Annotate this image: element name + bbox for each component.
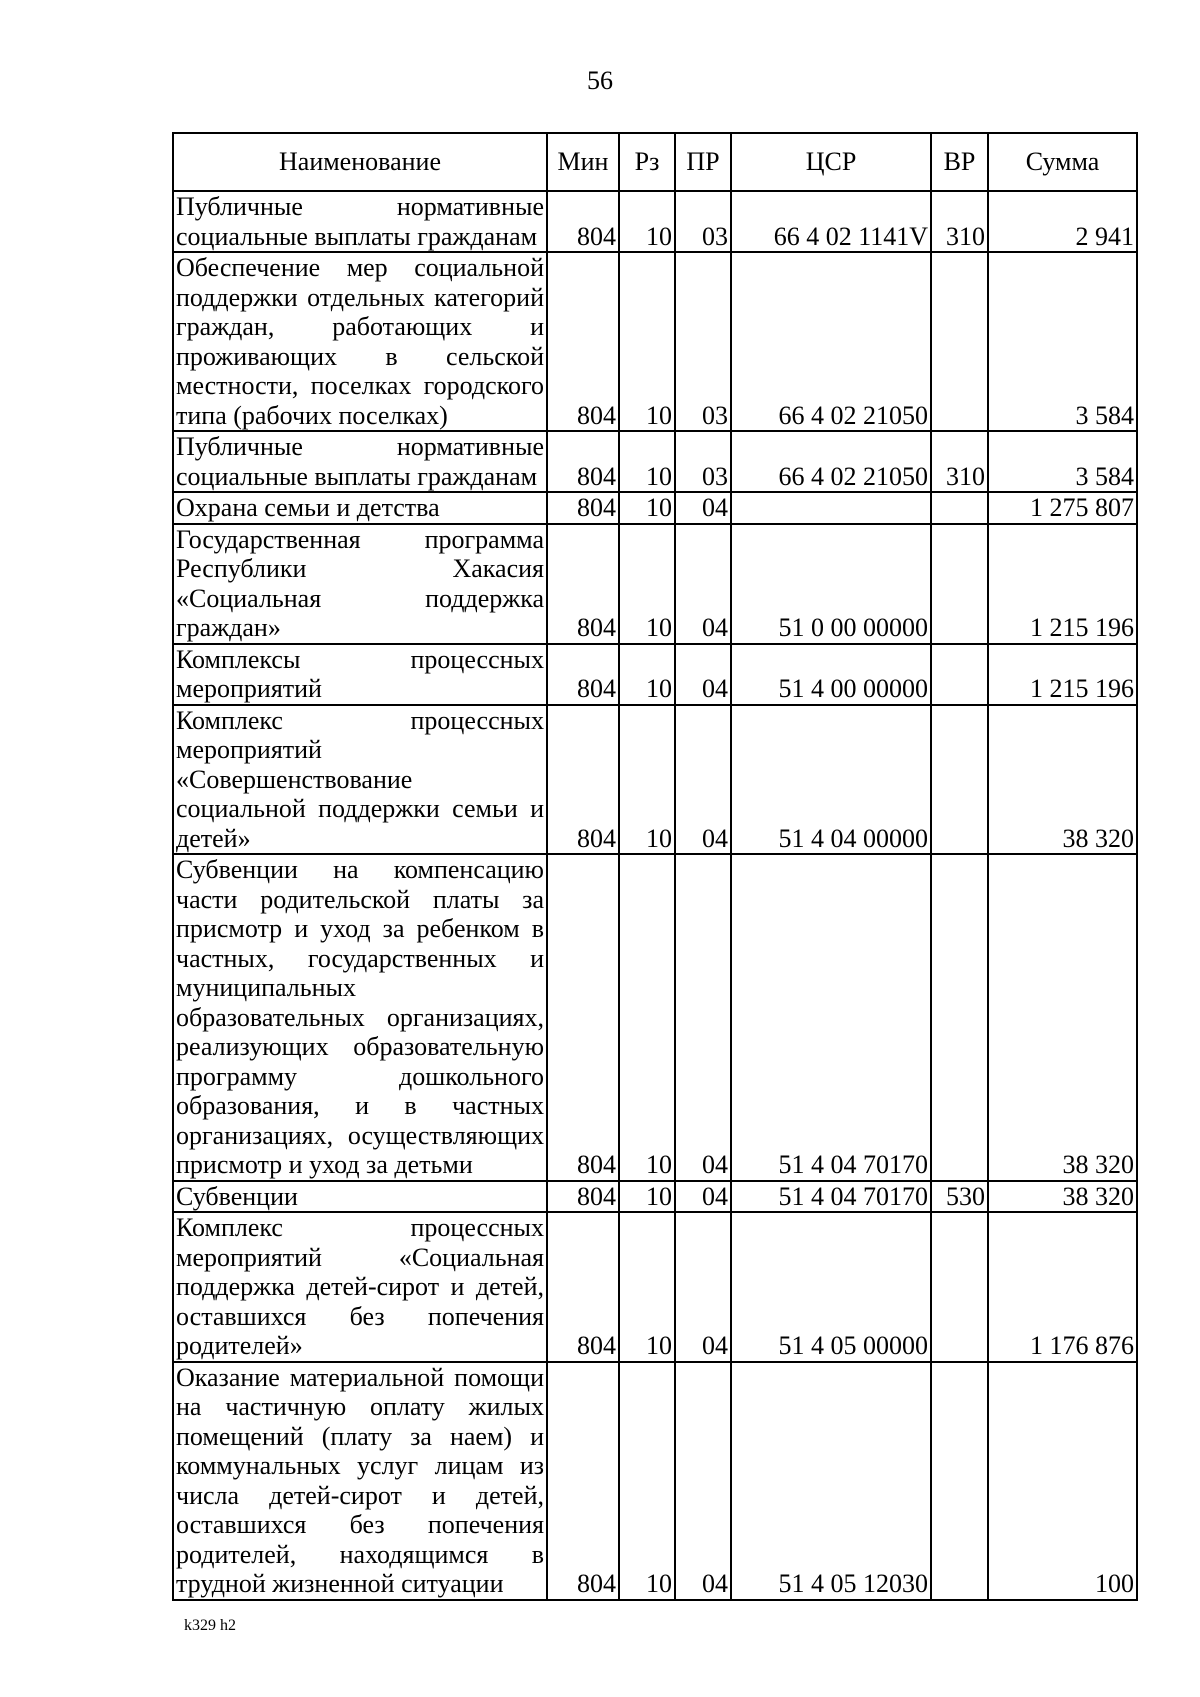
cell-sum: 1 215 196 <box>988 644 1137 705</box>
table-row <box>173 644 1137 705</box>
table-row <box>173 191 1137 252</box>
cell-rz: 10 <box>619 524 675 644</box>
cell-pr: 04 <box>675 705 731 855</box>
cell-rz: 10 <box>619 1181 675 1213</box>
cell-rz: 10 <box>619 644 675 705</box>
table-row <box>173 492 1137 524</box>
cell-vr <box>931 1362 988 1600</box>
cell-csr: 66 4 02 1141V <box>731 191 931 252</box>
cell-sum: 2 941 <box>988 191 1137 252</box>
cell-vr: 310 <box>931 191 988 252</box>
cell-pr: 03 <box>675 431 731 492</box>
cell-vr <box>931 705 988 855</box>
cell-name: Субвенции на компенсацию части родительской платы за присмотр и уход за ребенком в частных, государственных и муниципальных образовательных организациях, реализующих образовательную программу дошкольного образования, и в частных организациях, осуществляющих присмотр и уход за детьми <box>173 854 547 1181</box>
cell-min: 804 <box>547 252 619 431</box>
cell-csr: 66 4 02 21050 <box>731 431 931 492</box>
cell-csr: 51 4 04 70170 <box>731 854 931 1181</box>
cell-vr <box>931 524 988 644</box>
cell-csr: 66 4 02 21050 <box>731 252 931 431</box>
table-row <box>173 705 1137 855</box>
cell-sum: 1 275 807 <box>988 492 1137 524</box>
cell-min: 804 <box>547 492 619 524</box>
footer-code: k329 h2 <box>184 1617 236 1634</box>
cell-vr: 310 <box>931 431 988 492</box>
cell-pr: 04 <box>675 1362 731 1600</box>
cell-csr: 51 4 05 12030 <box>731 1362 931 1600</box>
cell-min: 804 <box>547 854 619 1181</box>
cell-name: Обеспечение мер социальной поддержки отдельных категорий граждан, работающих и проживающих в сельской местности, поселках городского типа (рабочих поселках) <box>173 252 547 431</box>
page-number: 56 <box>587 66 613 95</box>
cell-rz: 10 <box>619 492 675 524</box>
cell-pr: 04 <box>675 492 731 524</box>
cell-name: Государственная программа Республики Хакасия «Социальная поддержка граждан» <box>173 524 547 644</box>
cell-name: Публичные нормативные социальные выплаты гражданам <box>173 191 547 252</box>
cell-sum: 38 320 <box>988 854 1137 1181</box>
cell-csr: 51 4 04 70170 <box>731 1181 931 1213</box>
cell-csr: 51 4 05 00000 <box>731 1212 931 1362</box>
cell-min: 804 <box>547 644 619 705</box>
cell-name: Комплекс процессных мероприятий «Социальная поддержка детей-сирот и детей, оставшихся без попечения родителей» <box>173 1212 547 1362</box>
table-row <box>173 1212 1137 1362</box>
table-row <box>173 431 1137 492</box>
cell-sum: 3 584 <box>988 431 1137 492</box>
cell-name: Охрана семьи и детства <box>173 492 547 524</box>
cell-pr: 04 <box>675 854 731 1181</box>
header-csr: ЦСР <box>731 133 931 191</box>
table-header-row <box>173 133 1137 191</box>
cell-name: Комплекс процессных мероприятий «Совершенствование социальной поддержки семьи и детей» <box>173 705 547 855</box>
cell-pr: 04 <box>675 524 731 644</box>
cell-sum: 38 320 <box>988 705 1137 855</box>
cell-name: Субвенции <box>173 1181 547 1213</box>
cell-pr: 04 <box>675 1181 731 1213</box>
header-sum: Сумма <box>988 133 1137 191</box>
cell-rz: 10 <box>619 431 675 492</box>
header-pr: ПР <box>675 133 731 191</box>
cell-csr <box>731 492 931 524</box>
cell-csr: 51 4 04 00000 <box>731 705 931 855</box>
cell-min: 804 <box>547 524 619 644</box>
header-min: Мин <box>547 133 619 191</box>
table-body <box>173 191 1137 1600</box>
cell-vr <box>931 854 988 1181</box>
cell-rz: 10 <box>619 191 675 252</box>
budget-table <box>172 132 1138 1601</box>
cell-name: Комплексы процессных мероприятий <box>173 644 547 705</box>
cell-pr: 04 <box>675 644 731 705</box>
cell-rz: 10 <box>619 854 675 1181</box>
cell-csr: 51 0 00 00000 <box>731 524 931 644</box>
cell-vr <box>931 252 988 431</box>
table-row <box>173 854 1137 1181</box>
table-row <box>173 252 1137 431</box>
cell-vr <box>931 644 988 705</box>
header-name: Наименование <box>173 133 547 191</box>
cell-min: 804 <box>547 431 619 492</box>
cell-rz: 10 <box>619 705 675 855</box>
header-rz: Рз <box>619 133 675 191</box>
cell-min: 804 <box>547 1212 619 1362</box>
cell-sum: 3 584 <box>988 252 1137 431</box>
cell-rz: 10 <box>619 1212 675 1362</box>
cell-min: 804 <box>547 1362 619 1600</box>
cell-min: 804 <box>547 191 619 252</box>
cell-min: 804 <box>547 705 619 855</box>
cell-vr: 530 <box>931 1181 988 1213</box>
table-row <box>173 1362 1137 1600</box>
header-vr: ВР <box>931 133 988 191</box>
cell-csr: 51 4 00 00000 <box>731 644 931 705</box>
cell-sum: 1 176 876 <box>988 1212 1137 1362</box>
cell-vr <box>931 492 988 524</box>
table-row <box>173 1181 1137 1213</box>
cell-sum: 1 215 196 <box>988 524 1137 644</box>
cell-rz: 10 <box>619 1362 675 1600</box>
cell-sum: 38 320 <box>988 1181 1137 1213</box>
cell-name: Оказание материальной помощи на частичную оплату жилых помещений (плату за наем) и коммунальных услуг лицам из числа детей-сирот и детей, оставшихся без попечения родителей, находящимся в трудной жизненной ситуации <box>173 1362 547 1600</box>
cell-vr <box>931 1212 988 1362</box>
cell-pr: 03 <box>675 252 731 431</box>
cell-rz: 10 <box>619 252 675 431</box>
cell-pr: 04 <box>675 1212 731 1362</box>
cell-sum: 100 <box>988 1362 1137 1600</box>
cell-min: 804 <box>547 1181 619 1213</box>
cell-pr: 03 <box>675 191 731 252</box>
cell-name: Публичные нормативные социальные выплаты гражданам <box>173 431 547 492</box>
table-row <box>173 524 1137 644</box>
